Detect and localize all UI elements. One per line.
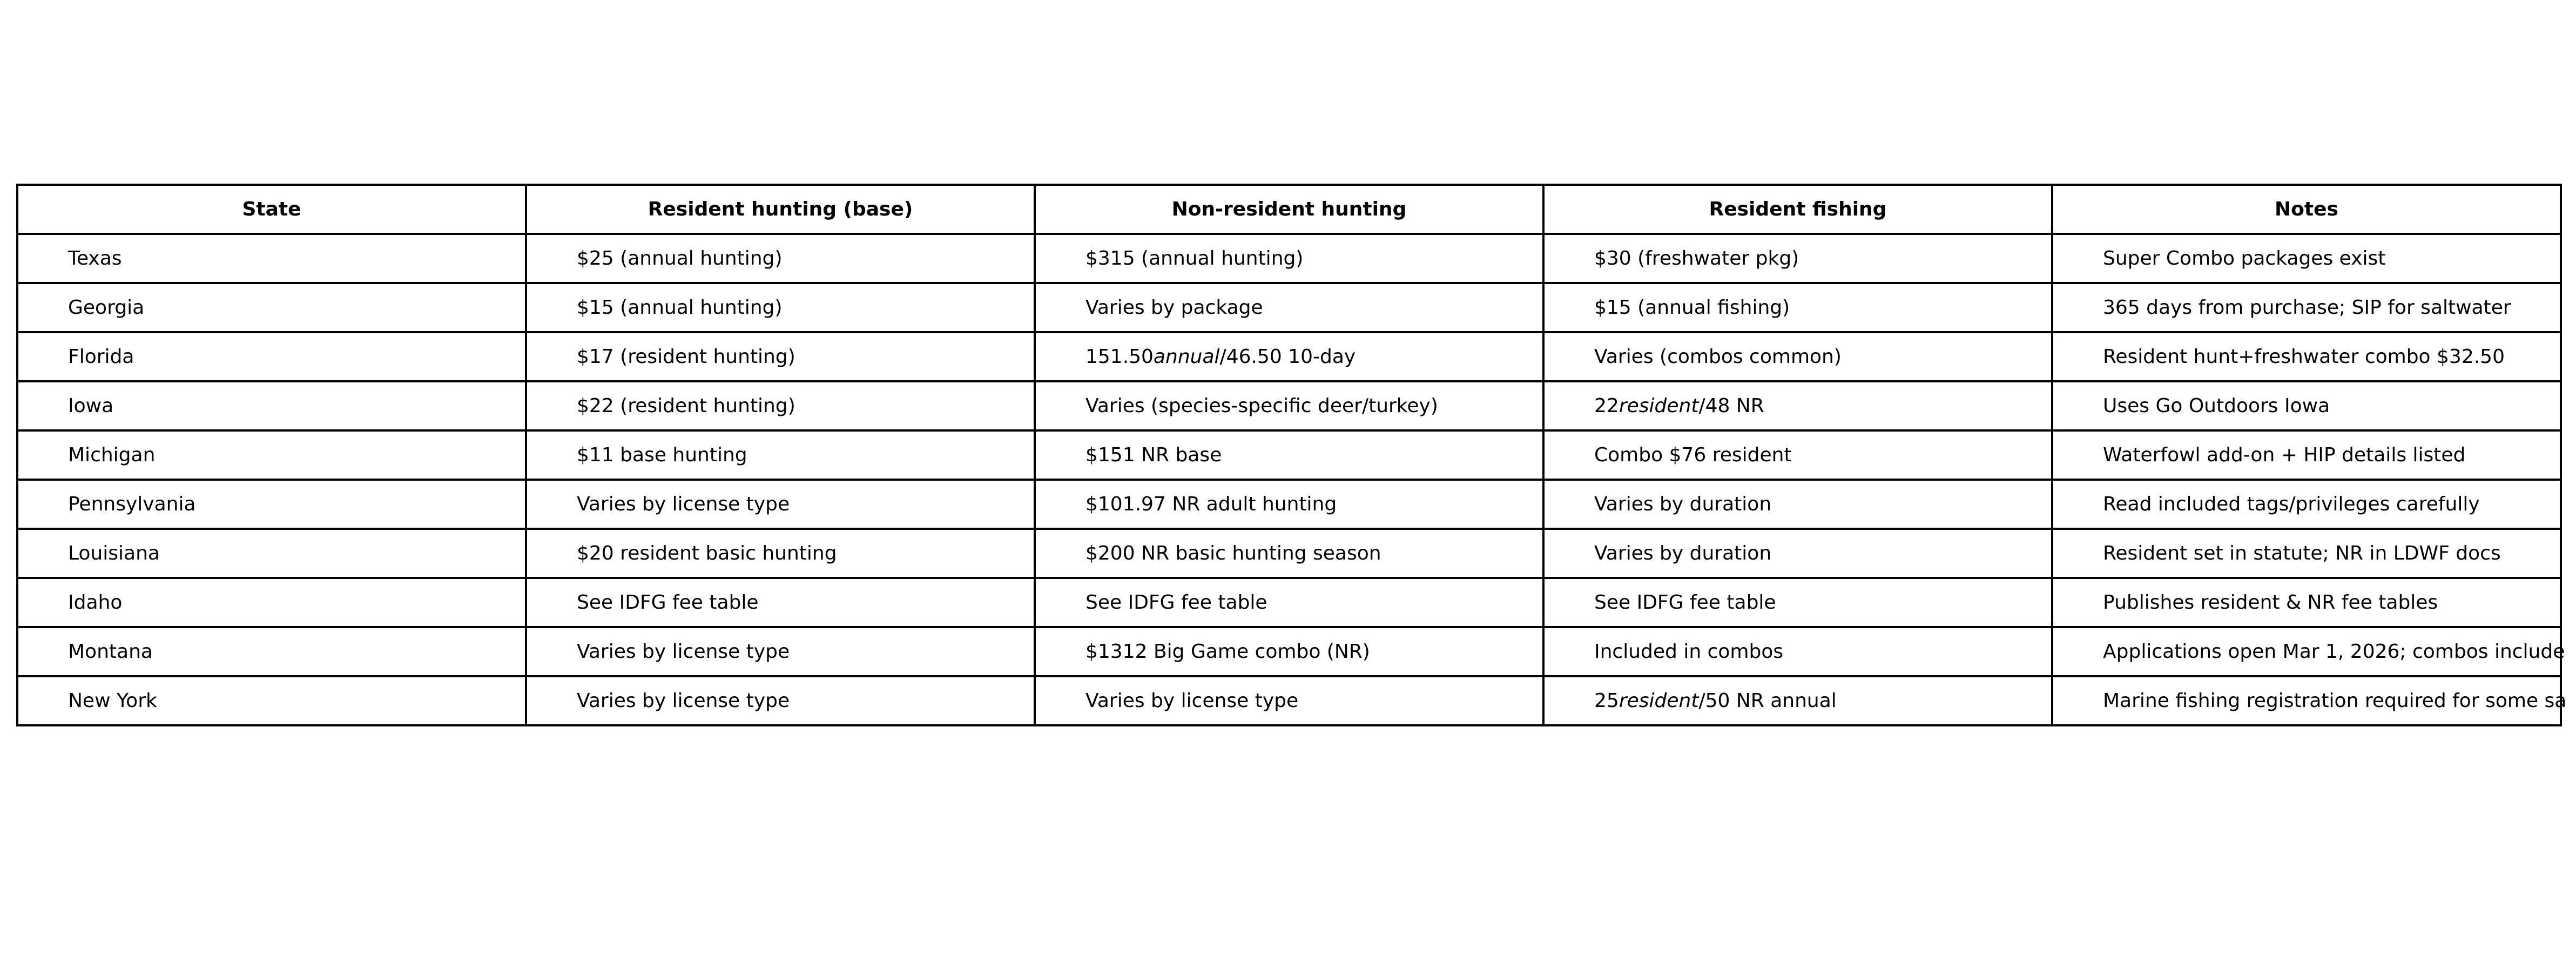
state-cell: New York bbox=[17, 676, 526, 725]
table-cell: $1312 Big Game combo (NR) bbox=[1035, 627, 1543, 676]
table-cell: $22 (resident hunting) bbox=[526, 381, 1035, 430]
table-cell: Applications open Mar 1, 2026; combos include bbox=[2052, 627, 2561, 676]
table-cell: Waterfowl add-on + HIP details listed bbox=[2052, 430, 2561, 480]
table-row bbox=[17, 381, 2561, 430]
table-cell: $101.97 NR adult hunting bbox=[1035, 480, 1543, 529]
table-cell: Varies by duration bbox=[1543, 529, 2052, 578]
license-fee-table bbox=[16, 184, 2567, 726]
table-cell: Publishes resident & NR fee tables bbox=[2052, 578, 2561, 627]
table-row bbox=[17, 627, 2561, 676]
table-cell: Super Combo packages exist bbox=[2052, 234, 2561, 283]
table-row bbox=[17, 430, 2561, 480]
table-cell: Varies by license type bbox=[526, 676, 1035, 725]
state-cell: Montana bbox=[17, 627, 526, 676]
state-cell: Pennsylvania bbox=[17, 480, 526, 529]
state-cell: Michigan bbox=[17, 430, 526, 480]
table-cell: Varies by license type bbox=[526, 627, 1035, 676]
table-row bbox=[17, 480, 2561, 529]
table-cell: $25 (annual hunting) bbox=[526, 234, 1035, 283]
table-cell: Varies (combos common) bbox=[1543, 332, 2052, 381]
column-header: Notes bbox=[2052, 185, 2561, 234]
table-cell: Combo $76 resident bbox=[1543, 430, 2052, 480]
state-cell: Idaho bbox=[17, 578, 526, 627]
table-cell: $11 base hunting bbox=[526, 430, 1035, 480]
table-row bbox=[17, 578, 2561, 627]
state-cell: Texas bbox=[17, 234, 526, 283]
table-row bbox=[17, 676, 2561, 725]
column-header: Non-resident hunting bbox=[1035, 185, 1543, 234]
column-header: Resident fishing bbox=[1543, 185, 2052, 234]
table-cell: Resident set in statute; NR in LDWF docs bbox=[2052, 529, 2561, 578]
table-cell: Varies by package bbox=[1035, 283, 1543, 332]
table-row bbox=[17, 283, 2561, 332]
table-cell: $200 NR basic hunting season bbox=[1035, 529, 1543, 578]
table-cell: 25resident/50 NR annual bbox=[1543, 676, 2052, 725]
table-row bbox=[17, 332, 2561, 381]
table-cell: Included in combos bbox=[1543, 627, 2052, 676]
table-cell: $15 (annual hunting) bbox=[526, 283, 1035, 332]
state-cell: Florida bbox=[17, 332, 526, 381]
table-cell: Varies (species-specific deer/turkey) bbox=[1035, 381, 1543, 430]
table-cell: $30 (freshwater pkg) bbox=[1543, 234, 2052, 283]
table-cell: Resident hunt+freshwater combo $32.50 bbox=[2052, 332, 2561, 381]
table-cell: Varies by license type bbox=[526, 480, 1035, 529]
table-cell: See IDFG fee table bbox=[526, 578, 1035, 627]
table-body bbox=[17, 234, 2567, 725]
state-cell: Georgia bbox=[17, 283, 526, 332]
table-cell: $315 (annual hunting) bbox=[1035, 234, 1543, 283]
state-cell: Louisiana bbox=[17, 529, 526, 578]
table-cell: See IDFG fee table bbox=[1035, 578, 1543, 627]
table-cell: $151 NR base bbox=[1035, 430, 1543, 480]
table-cell: 365 days from purchase; SIP for saltwater bbox=[2052, 283, 2561, 332]
table-cell: Marine fishing registration required for some sa bbox=[2052, 676, 2561, 725]
table-cell: $15 (annual fishing) bbox=[1543, 283, 2052, 332]
table-cell: Varies by duration bbox=[1543, 480, 2052, 529]
table-cell: Varies by license type bbox=[1035, 676, 1543, 725]
table-cell: 22resident/48 NR bbox=[1543, 381, 2052, 430]
table-cell: See IDFG fee table bbox=[1543, 578, 2052, 627]
state-cell: Iowa bbox=[17, 381, 526, 430]
column-header: Resident hunting (base) bbox=[526, 185, 1035, 234]
table-cell: Read included tags/privileges carefully bbox=[2052, 480, 2561, 529]
table-row bbox=[17, 234, 2561, 283]
table-row bbox=[17, 529, 2561, 578]
header-row bbox=[17, 185, 2561, 234]
table-cell: $17 (resident hunting) bbox=[526, 332, 1035, 381]
table-cell: $20 resident basic hunting bbox=[526, 529, 1035, 578]
table-cell: Uses Go Outdoors Iowa bbox=[2052, 381, 2561, 430]
column-header: State bbox=[17, 185, 526, 234]
table-cell: 151.50annual/46.50 10-day bbox=[1035, 332, 1543, 381]
